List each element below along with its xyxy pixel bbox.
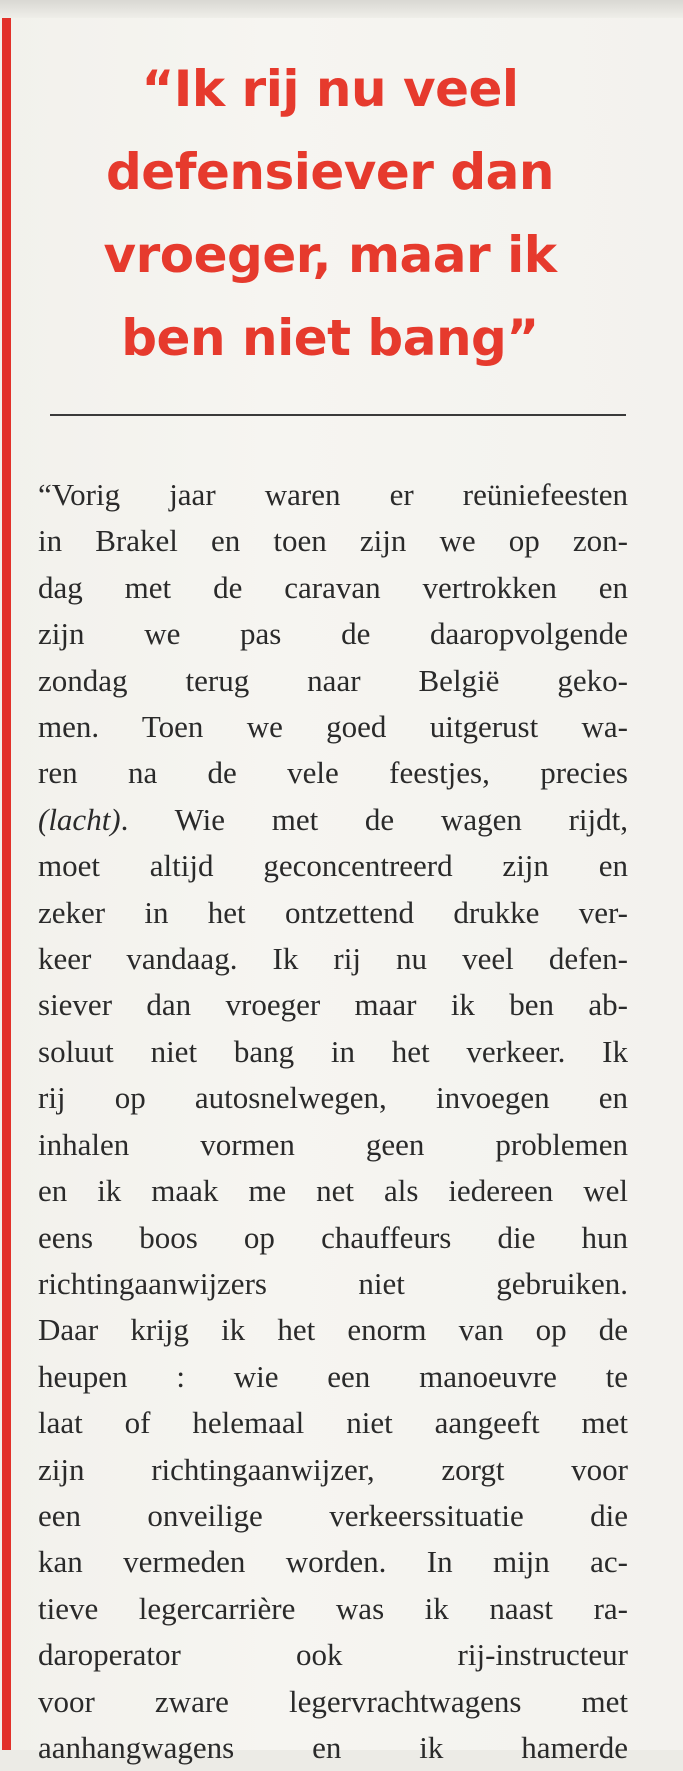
body-line: rij op autosnelwegen, invoegen en xyxy=(38,1080,628,1116)
body-line: in Brakel en toen zijn we op zon- xyxy=(38,523,628,559)
body-line: inhalen vormen geen problemen xyxy=(38,1126,628,1162)
body-line: eens boos op chauffeurs die hun xyxy=(38,1219,628,1255)
body-line: zijn richtingaanwijzer, zorgt voor xyxy=(38,1451,628,1487)
headline-line: defensiever dan xyxy=(106,143,554,201)
headline-line: ben niet bang” xyxy=(121,309,539,367)
body-line: zondag terug naar België geko- xyxy=(38,662,628,698)
red-accent-rule xyxy=(2,18,11,1750)
body-line: aanhangwagens en ik hamerde xyxy=(38,1729,628,1765)
body-line: “Vorig jaar waren er reüniefeesten xyxy=(38,477,628,512)
body-line: Daar krijg ik het enorm van op de xyxy=(38,1312,628,1348)
body-line: siever dan vroeger maar ik ben ab- xyxy=(38,987,628,1023)
body-line: men. Toen we goed uitgerust wa- xyxy=(38,709,628,745)
headline-divider xyxy=(50,414,626,416)
body-line: tieve legercarrière was ik naast ra- xyxy=(38,1590,628,1626)
headline-line: “Ik rij nu veel xyxy=(141,60,519,118)
body-line: keer vandaag. Ik rij nu veel defen- xyxy=(38,941,628,977)
article-body xyxy=(38,472,628,1771)
body-line: laat of helemaal niet aangeeft met xyxy=(38,1405,628,1441)
scan-top-edge xyxy=(0,0,683,18)
body-line: een onveilige verkeerssituatie die xyxy=(38,1497,628,1533)
body-line: dag met de caravan vertrokken en xyxy=(38,569,628,605)
body-line: richtingaanwijzers niet gebruiken. xyxy=(38,1265,628,1301)
body-line: voor zware legervrachtwagens met xyxy=(38,1683,628,1719)
body-line: moet altijd geconcentreerd zijn en xyxy=(38,848,628,884)
body-line: heupen : wie een manoeuvre te xyxy=(38,1358,628,1394)
body-line: kan vermeden worden. In mijn ac- xyxy=(38,1544,628,1580)
body-line: (lacht). Wie met de wagen rijdt, xyxy=(38,801,628,837)
italic-aside: (lacht) xyxy=(38,801,121,837)
body-line: daroperator ook rij-instructeur xyxy=(38,1637,628,1673)
body-line: ren na de vele feestjes, precies xyxy=(38,755,628,791)
headline-line: vroeger, maar ik xyxy=(103,226,557,284)
article-headline xyxy=(40,48,620,380)
body-line: en ik maak me net als iedereen wel xyxy=(38,1173,628,1209)
body-line: soluut niet bang in het verkeer. Ik xyxy=(38,1033,628,1069)
body-line: zijn we pas de daaropvolgende xyxy=(38,616,628,652)
body-line: zeker in het ontzettend drukke ver- xyxy=(38,894,628,930)
